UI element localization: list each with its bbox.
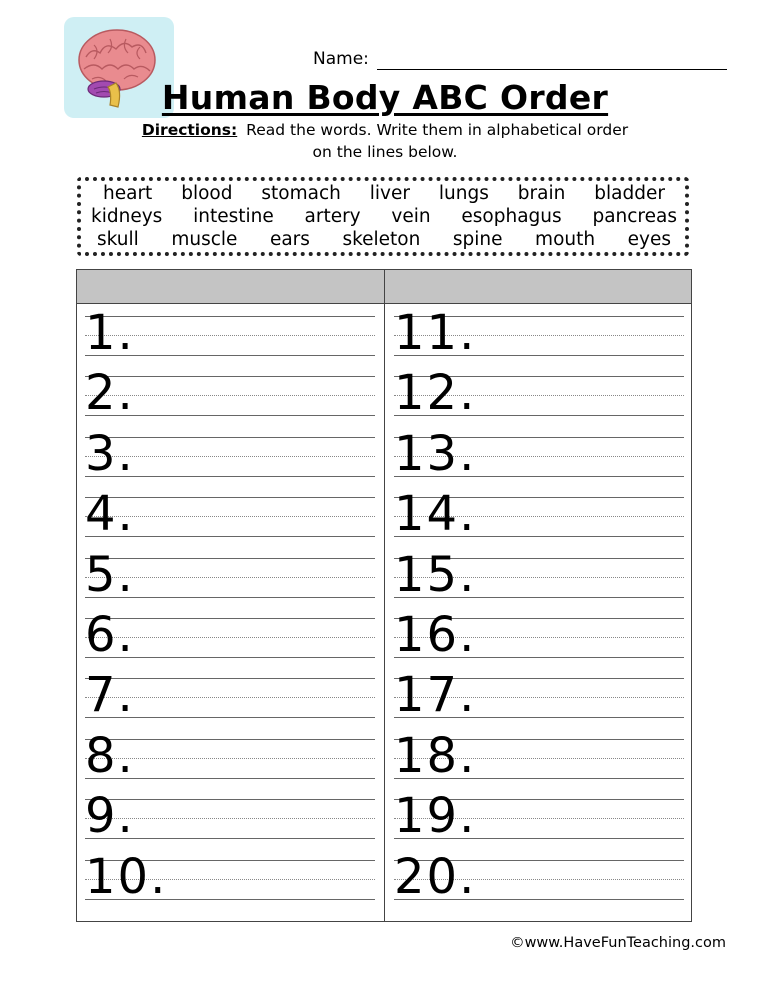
row-number: 4. <box>85 486 135 543</box>
word: artery <box>304 206 361 227</box>
word: liver <box>369 183 410 204</box>
column-divider <box>384 270 385 921</box>
row-number: 18. <box>394 727 477 784</box>
row-number: 13. <box>394 425 477 482</box>
word: pancreas <box>592 206 677 227</box>
row-number: 1. <box>85 305 135 361</box>
answer-row[interactable] <box>77 787 383 847</box>
row-number: 8. <box>85 727 135 784</box>
row-number: 12. <box>394 365 477 422</box>
answer-row[interactable] <box>77 304 383 364</box>
answer-row[interactable] <box>386 546 692 606</box>
directions <box>90 119 680 163</box>
answer-row[interactable] <box>77 606 383 666</box>
row-number: 20. <box>394 848 477 905</box>
word: heart <box>103 183 153 204</box>
row-number: 11. <box>394 305 477 361</box>
directions-text-line1: Read the words. Write them in alphabetical order <box>246 121 629 139</box>
word: blood <box>181 183 233 204</box>
answer-row[interactable] <box>386 727 692 787</box>
page-title: Human Body ABC Order <box>161 78 609 117</box>
row-number: 6. <box>85 606 135 663</box>
word: stomach <box>261 183 341 204</box>
word: kidneys <box>91 206 163 227</box>
word-bank-row-1 <box>103 183 665 205</box>
answer-row[interactable] <box>77 727 383 787</box>
row-number: 16. <box>394 606 477 663</box>
word: intestine <box>193 206 274 227</box>
name-row <box>313 44 733 70</box>
word: spine <box>452 229 503 250</box>
word: lungs <box>438 183 489 204</box>
row-number: 17. <box>394 667 477 724</box>
name-field[interactable] <box>377 49 727 70</box>
row-number: 5. <box>85 546 135 603</box>
word: skull <box>97 229 139 250</box>
answer-row[interactable] <box>386 364 692 424</box>
answer-column-left <box>77 304 383 908</box>
word: brain <box>517 183 566 204</box>
answer-row[interactable] <box>77 364 383 424</box>
word: esophagus <box>461 206 562 227</box>
answer-table <box>76 269 692 922</box>
answer-row[interactable] <box>77 546 383 606</box>
answer-row[interactable] <box>386 485 692 545</box>
word: eyes <box>627 229 671 250</box>
word-bank <box>77 177 689 256</box>
row-number: 14. <box>394 486 477 543</box>
answer-row[interactable] <box>386 606 692 666</box>
answer-row[interactable] <box>386 666 692 726</box>
word: mouth <box>535 229 596 250</box>
row-number: 15. <box>394 546 477 603</box>
directions-text-line2: on the lines below. <box>312 143 458 161</box>
answer-row[interactable] <box>77 666 383 726</box>
answer-row[interactable] <box>386 787 692 847</box>
answer-row[interactable] <box>77 485 383 545</box>
answer-row[interactable] <box>386 304 692 364</box>
answer-row[interactable] <box>77 848 383 908</box>
answer-row[interactable] <box>77 425 383 485</box>
word: muscle <box>171 229 238 250</box>
word: bladder <box>594 183 665 204</box>
answer-row[interactable] <box>386 848 692 908</box>
word: skeleton <box>342 229 421 250</box>
word: vein <box>391 206 431 227</box>
word-bank-row-2 <box>91 206 677 228</box>
directions-label: Directions: <box>141 121 238 139</box>
row-number: 19. <box>394 788 477 845</box>
word: ears <box>269 229 310 250</box>
row-number: 2. <box>85 365 135 422</box>
row-number: 3. <box>85 425 135 482</box>
row-number: 7. <box>85 667 135 724</box>
copyright: ©www.HaveFunTeaching.com <box>510 935 726 951</box>
row-number: 10. <box>85 848 168 905</box>
answer-column-right <box>386 304 692 908</box>
row-number: 9. <box>85 788 135 845</box>
word-bank-row-3 <box>97 229 671 251</box>
answer-row[interactable] <box>386 425 692 485</box>
name-label: Name: <box>313 49 369 69</box>
